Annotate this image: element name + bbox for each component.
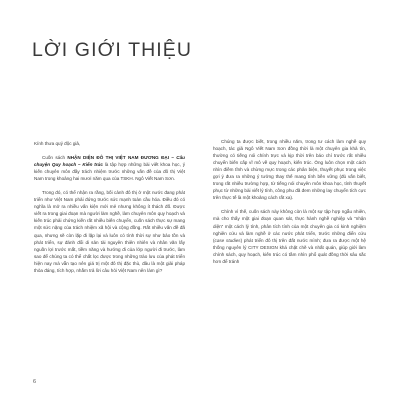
salutation: Kính thưa quý độc giả, [34, 141, 81, 146]
paragraph-book-purpose: Chính vì thế, cuốn sách này không còn là một sự tập hợp ngẫu nhiên, mà cho thấy một giai đoạn quan sát, thực hành nghề nghiệp và “nhận diện” một cách lý tính, phân tích tính của một chuyên gia có kinh nghiệm nghiên cứu và làm nghề ở các nước phát triển, trước những điển cứu (case studies) phát triển đô thị trên đất nước mình; đưa ra được một hệ thống nguyên lý CITY DESIGN khá chặt chẽ và nhất quán, giúp giới làm chính sách, quy hoạch, kiến trúc có tầm nhìn phổ quát đồng thời sâu sắc hơn để tránh [213, 209, 366, 264]
page-title: LỜI GIỚI THIỆU [32, 39, 193, 61]
right-text-column [213, 138, 366, 272]
left-text-column [34, 140, 185, 281]
paragraph-author: Chúng ta được biết, trong nhiều năm, trong tư cách làm nghề quy hoạch, tác giả Ngô Viết Nam Sơn đồng thời là một chuyên gia khả tín, thường có tiếng nói chính trực và kịp thời trên báo chí trước rất nhiều chuyển biến cấp vĩ mô về quy hoạch, kiến trúc. Ông luôn chọn một cách nhìn điềm tĩnh và chừng mực trong các phân biện, thuyết phục trong việc gợi ý đưa ra những ý tưởng thay thế mang tính bền vững (đủ vấn biết, trong rất nhiều trường hợp, từ tiếng nói chuyên môn khoa học, tính thuyết phục từ những bài viết lý tính, công phu đã đem những lay chuyển tích cực trên thực tế là một khoảng cách rất xa). [213, 139, 367, 201]
paragraph-intro: Cuốn sách NHẬN DIỆN ĐÔ THỊ VIỆT NAM ĐƯƠNG ĐẠI – Câu chuyện Quy hoạch – Kiến trúc là tập hợp những bài viết khoa học, ý kiến chuyên môn đầy trách nhiệm trước những vấn đề của đô thị Việt Nam trong khoảng hai mươi năm qua của TSKH. Ngô Viết Nam Sơn. [34, 155, 185, 182]
paragraph-context: Trong đó, có thể nhận ra rằng, bối cảnh đô thị ở một nước đang phát triển như Việt Nam phải đứng trước sức mạnh toàn cầu hóa. Điều đó có nghĩa là mở ra nhiều vấn kiện mới mẻ nhưng không ít thách đố. Được viết ra trong giai đoạn mà người làm nghề, làm chuyên môn quy hoạch và kiến trúc phải chứng kiến rất nhiều biến chuyển, cuốn sách thực sự mang một sức nặng của trách nhiệm xã hội và cộng đồng. Rất nhiều vấn đề đã qua, nhưng sẽ còn lặp đi lặp lại và luôn có tính thời sự như bảo tồn và phát triển, sự đánh đổi di sản tài nguyên thiên nhiên và nhân văn lấy nguồn lợi trước mắt, tiềm năng và hướng đi của lớp người đi trước, làm sao để chúng ta có thể chắt lọc được trong những trào lưu của phát triển hiện nay mà vẫn tạo nên giá trị một đô thị đặc thù, đâu là một giải pháp thỏa đáng, tích hợp, nhằm trả lời câu hỏi Việt Nam nên làm gì? [34, 190, 185, 273]
page-number: 6 [33, 379, 37, 385]
